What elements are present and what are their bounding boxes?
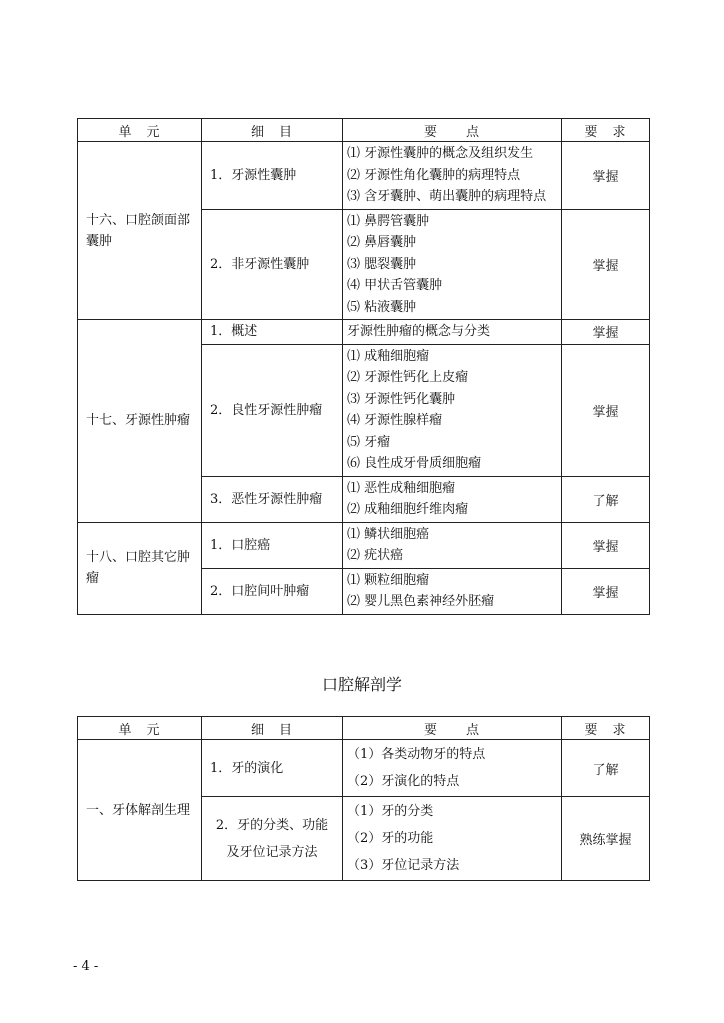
point-line: ⑶ 含牙囊肿、萌出囊肿的病理特点: [347, 189, 547, 204]
item-cell: 2．牙的分类、功能及牙位记录方法: [202, 797, 343, 881]
points-cell: [343, 476, 562, 522]
unit-cell: 十六、口腔颌面部囊肿: [78, 142, 202, 320]
item-cell: 2．良性牙源性肿瘤: [202, 344, 343, 476]
point-line: （3）牙位记录方法: [347, 858, 460, 873]
item-cell: 3．恶性牙源性肿瘤: [202, 476, 343, 522]
header-unit: 单 元: [78, 119, 202, 142]
points-cell: [343, 797, 562, 881]
point-line: （2）牙的功能: [347, 831, 434, 846]
point-line: ⑵ 婴儿黑色素神经外胚瘤: [347, 594, 495, 609]
header-requirement: 要 求: [562, 717, 650, 740]
table-header-row: [78, 717, 650, 740]
item-cell: 2．非牙源性囊肿: [202, 209, 343, 320]
item-cell: 1．牙源性囊肿: [202, 142, 343, 210]
point-line: ⑴ 鳞状细胞癌: [347, 526, 430, 542]
requirement-cell: 了解: [562, 476, 650, 522]
syllabus-table-oral-anatomy: [77, 716, 650, 881]
item-cell: 1．概述: [202, 320, 343, 345]
point-line: ⑹ 良性成牙骨质细胞瘤: [347, 456, 482, 471]
header-points: 要 点: [343, 119, 562, 142]
point-line: ⑵ 牙源性钙化上皮瘤: [347, 370, 469, 385]
point-line: ⑶ 牙源性钙化囊肿: [347, 391, 456, 407]
point-line: （1）牙的分类: [347, 804, 434, 819]
point-line: ⑴ 鼻腭管囊肿: [347, 213, 430, 229]
point-line: ⑴ 成釉细胞瘤: [347, 348, 430, 364]
requirement-cell: 掌握: [562, 522, 650, 568]
item-cell: 1．牙的演化: [202, 740, 343, 797]
point-line: ⑴ 恶性成釉细胞瘤: [347, 480, 456, 496]
unit-cell: 十七、牙源性肿瘤: [78, 320, 202, 523]
section-title: 口腔解剖学: [321, 675, 402, 694]
requirement-cell: 掌握: [562, 320, 650, 345]
header-requirement: 要 求: [562, 119, 650, 142]
table-row: [78, 320, 650, 345]
page-number: - 4 -: [73, 959, 99, 974]
points-cell: [343, 320, 562, 345]
point-line: ⑴ 颗粒细胞瘤: [347, 572, 430, 588]
table-row: [78, 142, 650, 210]
header-detail: 细 目: [202, 717, 343, 740]
syllabus-table-oral-pathology: [77, 118, 650, 615]
table-header-row: [78, 119, 650, 142]
unit-cell: 一、牙体解剖生理: [78, 740, 202, 881]
unit-cell: 十八、口腔其它肿瘤: [78, 522, 202, 614]
point-line: （2）牙演化的特点: [347, 774, 460, 789]
points-cell: [343, 522, 562, 568]
point-line: 牙源性肿瘤的概念与分类: [347, 324, 491, 339]
requirement-cell: 熟练掌握: [562, 797, 650, 881]
header-points: 要 点: [343, 717, 562, 740]
table-row: [78, 522, 650, 568]
points-cell: [343, 568, 562, 614]
point-line: ⑶ 腮裂囊肿: [347, 256, 417, 272]
table-row: [78, 740, 650, 797]
requirement-cell: 了解: [562, 740, 650, 797]
points-cell: [343, 209, 562, 320]
point-line: ⑵ 成釉细胞纤维肉瘤: [347, 502, 469, 517]
points-cell: [343, 142, 562, 210]
requirement-cell: 掌握: [562, 209, 650, 320]
point-line: ⑷ 牙源性腺样瘤: [347, 413, 443, 428]
point-line: ⑸ 牙瘤: [347, 434, 391, 450]
point-line: ⑵ 鼻唇囊肿: [347, 235, 417, 250]
point-line: ⑵ 疣状癌: [347, 548, 404, 563]
point-line: ⑵ 牙源性角化囊肿的病理特点: [347, 167, 521, 183]
requirement-cell: 掌握: [562, 568, 650, 614]
header-detail: 细 目: [202, 119, 343, 142]
points-cell: [343, 344, 562, 476]
requirement-cell: 掌握: [562, 344, 650, 476]
item-cell: 2．口腔间叶肿瘤: [202, 568, 343, 614]
point-line: （1）各类动物牙的特点: [347, 747, 486, 762]
header-unit: 单 元: [78, 717, 202, 740]
point-line: ⑴ 牙源性囊肿的概念及组织发生: [347, 146, 534, 161]
point-line: ⑷ 甲状舌管囊肿: [347, 278, 443, 293]
requirement-cell: 掌握: [562, 142, 650, 210]
item-cell: 1．口腔癌: [202, 522, 343, 568]
points-cell: [343, 740, 562, 797]
point-line: ⑸ 粘液囊肿: [347, 299, 417, 315]
